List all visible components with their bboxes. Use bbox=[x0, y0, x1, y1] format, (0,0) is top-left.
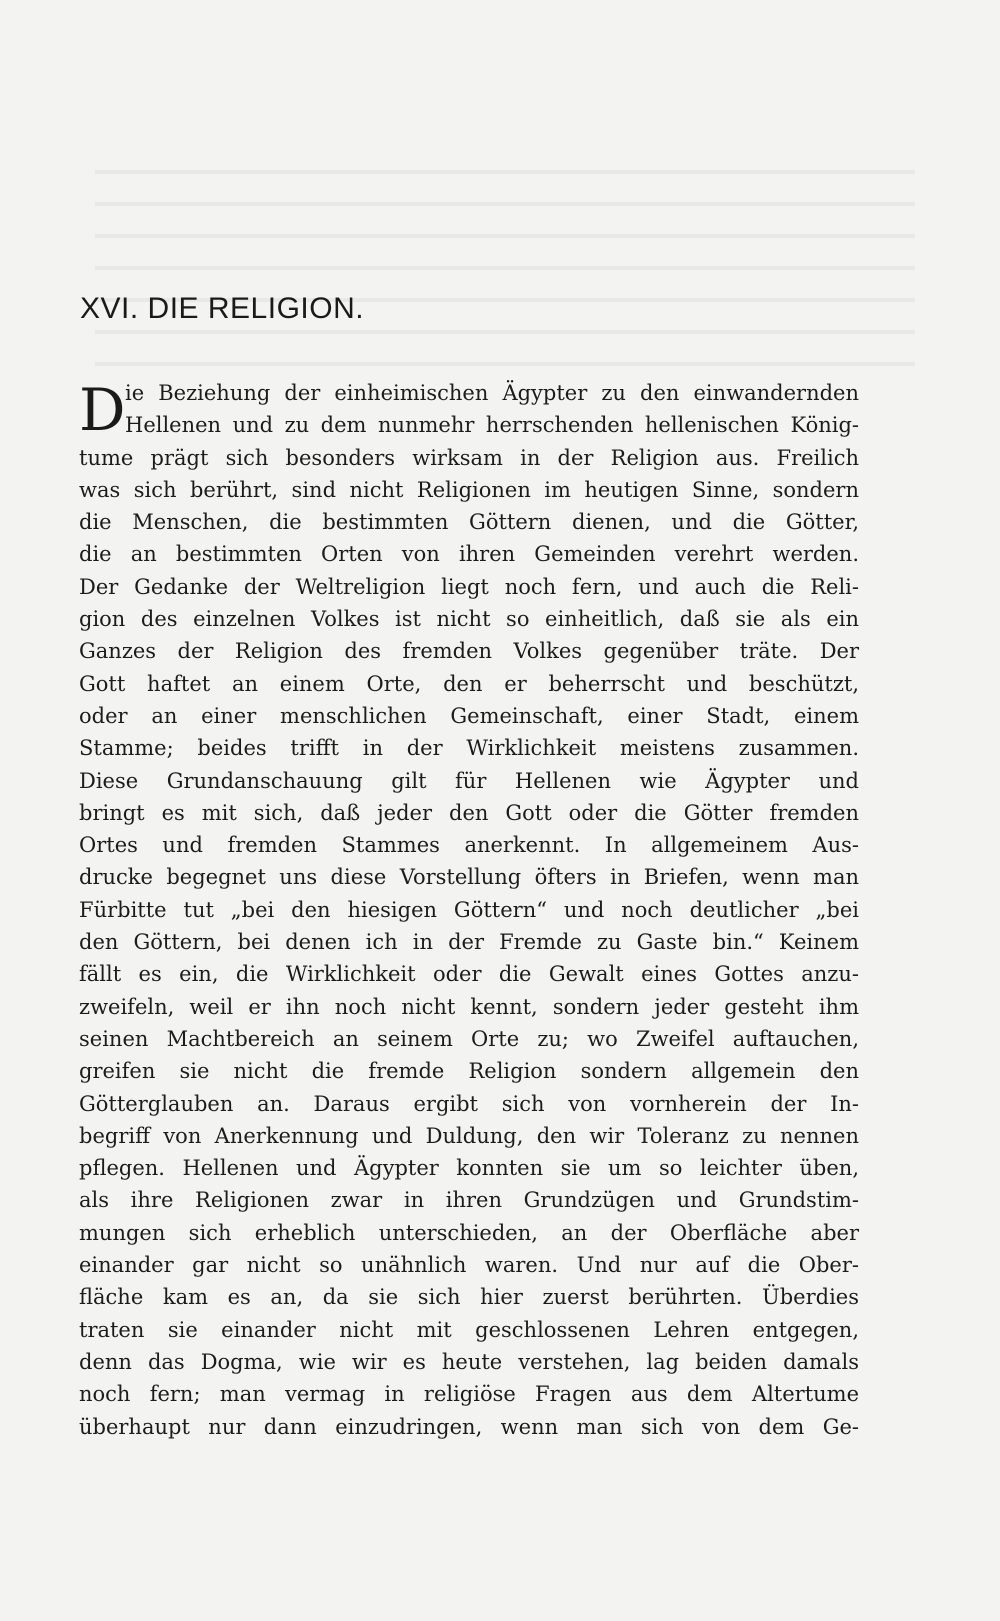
text-line: was sich berührt, sind nicht Religionen im heutigen Sinne, sondern bbox=[79, 477, 859, 502]
text-line: Der Gedanke der Weltreligion liegt noch fern, und auch die Reli- bbox=[79, 574, 859, 599]
text-line: zweifeln, weil er ihn noch nicht kennt, sondern jeder gesteht ihm bbox=[79, 994, 859, 1019]
text-line: seinen Machtbereich an seinem Orte zu; wo Zweifel auftauchen, bbox=[79, 1026, 859, 1051]
text-line: drucke begegnet uns diese Vorstellung öfters in Briefen, wenn man bbox=[79, 865, 859, 890]
text-line: mungen sich erheblich unterschieden, an der Oberfläche aber bbox=[79, 1220, 859, 1245]
text-line: überhaupt nur dann einzudringen, wenn man sich von dem Ge- bbox=[79, 1414, 859, 1439]
bleed-through-shadow bbox=[95, 150, 915, 380]
text-line: denn das Dogma, wie wir es heute verstehen, lag beiden damals bbox=[79, 1349, 859, 1374]
text-line: Ortes und fremden Stammes anerkennt. In allgemeinem Aus- bbox=[79, 833, 859, 858]
text-line: die Menschen, die bestimmten Göttern dienen, und die Götter, bbox=[79, 510, 859, 535]
drop-cap: D bbox=[79, 376, 126, 444]
chapter-title: XVI. DIE RELIGION. bbox=[80, 292, 365, 325]
text-line: Stamme; beides trifft in der Wirklichkeit meistens zusammen. bbox=[79, 736, 859, 761]
text-line: Ganzes der Religion des fremden Volkes gegenüber träte. Der bbox=[79, 639, 859, 664]
text-line: noch fern; man vermag in religiöse Fragen aus dem Altertume bbox=[79, 1382, 859, 1407]
text-line: gion des einzelnen Volkes ist nicht so einheitlich, daß sie als ein bbox=[79, 607, 859, 632]
text-line: Götterglauben an. Daraus ergibt sich von vornherein der In- bbox=[79, 1091, 859, 1116]
text-line: den Göttern, bei denen ich in der Fremde zu Gaste bin.“ Keinem bbox=[79, 930, 859, 955]
text-line: greifen sie nicht die fremde Religion sondern allgemein den bbox=[79, 1059, 859, 1084]
text-line: fällt es ein, die Wirklichkeit oder die Gewalt eines Gottes anzu- bbox=[79, 962, 859, 987]
text-line: einander gar nicht so unähnlich waren. Und nur auf die Ober- bbox=[79, 1253, 859, 1278]
text-line: traten sie einander nicht mit geschlossenen Lehren entgegen, bbox=[79, 1317, 859, 1342]
text-line: als ihre Religionen zwar in ihren Grundzügen und Grundstim- bbox=[79, 1188, 859, 1213]
text-line: ie Beziehung der einheimischen Ägypter zu den einwandernden bbox=[125, 381, 859, 405]
text-line: begriff von Anerkennung und Duldung, den wir Toleranz zu nennen bbox=[79, 1123, 859, 1148]
body-text bbox=[79, 377, 859, 1443]
text-line: pflegen. Hellenen und Ägypter konnten sie um so leichter üben, bbox=[79, 1156, 859, 1181]
text-line: oder an einer menschlichen Gemeinschaft, einer Stadt, einem bbox=[79, 703, 859, 728]
text-line: bringt es mit sich, daß jeder den Gott oder die Götter fremden bbox=[79, 800, 859, 825]
text-line: die an bestimmten Orten von ihren Gemeinden verehrt werden. bbox=[79, 542, 859, 567]
text-line: Gott haftet an einem Orte, den er beherrscht und beschützt, bbox=[79, 671, 859, 696]
text-line: Fürbitte tut „bei den hiesigen Göttern“ und noch deutlicher „bei bbox=[79, 897, 859, 922]
text-line: Hellenen und zu dem nunmehr herrschenden hellenischen König- bbox=[125, 413, 859, 438]
text-line: Diese Grundanschauung gilt für Hellenen wie Ägypter und bbox=[79, 768, 859, 793]
text-line: tume prägt sich besonders wirksam in der Religion aus. Freilich bbox=[79, 445, 859, 470]
text-line: fläche kam es an, da sie sich hier zuerst berührten. Überdies bbox=[79, 1285, 859, 1310]
